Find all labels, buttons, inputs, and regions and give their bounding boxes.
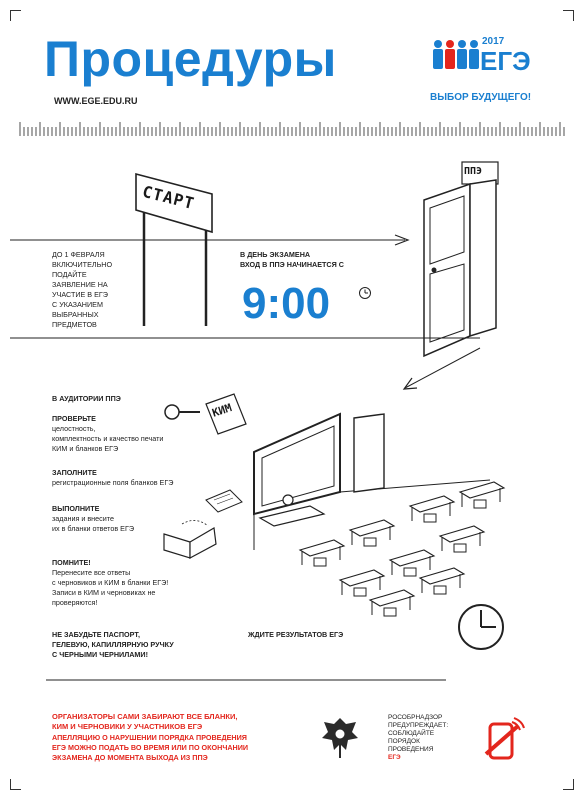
desk: [340, 570, 384, 586]
wall-clock-icon: [456, 602, 506, 652]
crop-mark-bottom-left: [10, 779, 21, 790]
fill-lines: [52, 478, 232, 488]
logo-year: 2017: [482, 36, 505, 47]
remember-lines: [52, 568, 252, 608]
fill-line: регистрационные поля бланков ЕГЭ: [52, 478, 174, 487]
appeal-line: ЭКЗАМЕНА ДО МОМЕНТА ВЫХОДА ИЗ ППЭ: [52, 753, 208, 762]
entry-time: 9:00: [242, 279, 331, 328]
chair: [434, 586, 446, 594]
entry-line: ВХОД В ППЭ НАЧИНАЕТСЯ С: [240, 260, 344, 269]
path-arrow-middle: [10, 336, 570, 396]
desk: [370, 590, 414, 606]
remember-line: проверяются!: [52, 598, 98, 607]
no-phone-icon: [482, 716, 524, 762]
appeal-text: [52, 733, 312, 763]
remember-line: Перенесите все ответы: [52, 568, 131, 577]
registration-line: ПОДАЙТЕ: [52, 270, 87, 279]
remember-line: с черновиков и КИМ в бланки ЕГЭ!: [52, 578, 169, 587]
book-icon: [162, 520, 218, 560]
remember-block: [52, 558, 252, 608]
rosobr-lines: [388, 714, 468, 754]
rosobr-line: ПРОВЕДЕНИЯ: [388, 746, 434, 753]
registration-line: ДО 1 ФЕВРАЛЯ: [52, 250, 105, 259]
desk: [410, 496, 454, 512]
chair: [354, 588, 366, 596]
rosobr-text: [388, 714, 468, 762]
appeal-line: АПЕЛЛЯЦИЮ О НАРУШЕНИИ ПОРЯДКА ПРОВЕДЕНИЯ: [52, 733, 247, 742]
auditorium-heading: В АУДИТОРИИ ППЭ: [52, 394, 121, 403]
logo-name: ЕГЭ: [480, 46, 531, 76]
rosobr-line: ПРЕДУПРЕЖДАЕТ:: [388, 722, 449, 729]
registration-line: ВЫБРАННЫХ: [52, 310, 99, 319]
path-arrow-top: [10, 232, 410, 252]
entry-line: В ДЕНЬ ЭКЗАМЕНА: [240, 250, 311, 259]
warning-line: ОРГАНИЗАТОРЫ САМИ ЗАБИРАЮТ ВСЕ БЛАНКИ,: [52, 712, 238, 721]
chair: [454, 544, 466, 552]
website-link[interactable]: WWW.EGE.EDU.RU: [54, 96, 138, 106]
registration-line: ПРЕДМЕТОВ: [52, 320, 97, 329]
logo-slogan: ВЫБОР БУДУЩЕГО!: [430, 92, 532, 103]
clock-icon: [358, 286, 372, 300]
chair: [474, 500, 486, 508]
start-sign-label: СТАРТ: [140, 181, 197, 214]
rosobr-last: ЕГЭ: [388, 754, 401, 761]
chair: [404, 568, 416, 576]
desk: [350, 520, 394, 536]
path-line-bottom: [46, 676, 446, 686]
remember-line: Записи в КИМ и черновиках не: [52, 588, 156, 597]
do-line: задания и внесите: [52, 514, 114, 523]
passport-line: С ЧЕРНЫМИ ЧЕРНИЛАМИ!: [52, 650, 148, 659]
check-line: целостность,: [52, 424, 96, 433]
rosobr-line: ПОРЯДОК: [388, 738, 420, 745]
check-heading: ПРОВЕРЬТЕ: [52, 414, 96, 423]
ppe-sign-label: ППЭ: [464, 166, 483, 177]
kim-label: КИМ: [210, 401, 234, 420]
chair: [314, 558, 326, 566]
appeal-line: ЕГЭ МОЖНО ПОДАТЬ ВО ВРЕМЯ ИЛИ ПО ОКОНЧАНИИ: [52, 743, 249, 752]
emblem-icon: [320, 714, 360, 760]
desk: [390, 550, 434, 566]
ruler-divider: [18, 122, 566, 136]
chair: [384, 608, 396, 616]
remember-heading: ПОМНИТЕ!: [52, 558, 91, 567]
ege-logo: [430, 36, 550, 106]
door-icon: [410, 160, 510, 360]
desk: [420, 568, 464, 584]
logo-figures-icon: [430, 38, 486, 74]
rosobr-line: РОСОБРНАДЗОР: [388, 714, 443, 721]
warning-line: КИМ И ЧЕРНОВИКИ У УЧАСТНИКОВ ЕГЭ: [52, 722, 203, 731]
results-text: ЖДИТЕ РЕЗУЛЬТАТОВ ЕГЭ: [248, 630, 344, 639]
do-line: их в бланки ответов ЕГЭ: [52, 524, 135, 533]
check-line: КИМ и бланков ЕГЭ: [52, 444, 119, 453]
do-heading: ВЫПОЛНИТЕ: [52, 504, 100, 513]
fill-heading: ЗАПОЛНИТЕ: [52, 468, 97, 477]
desk: [460, 482, 504, 498]
registration-text: [52, 250, 142, 330]
rosobr-line: СОБЛЮДАЙТЕ: [388, 730, 435, 737]
check-line: комплектность и качество печати: [52, 434, 164, 443]
fill-block: [52, 468, 232, 488]
crop-mark-bottom-right: [563, 779, 574, 790]
crop-mark-top-left: [10, 10, 21, 21]
registration-line: ВКЛЮЧИТЕЛЬНО: [52, 260, 113, 269]
page-title: Процедуры: [44, 31, 337, 87]
registration-line: С УКАЗАНИЕМ: [52, 300, 103, 309]
passport-line: ГЕЛЕВУЮ, КАПИЛЛЯРНУЮ РУЧКУ: [52, 640, 174, 649]
desk: [300, 540, 344, 556]
passport-line: НЕ ЗАБУДЬТЕ ПАСПОРТ,: [52, 630, 140, 639]
passport-text: [52, 630, 252, 660]
desk: [440, 526, 484, 542]
chair: [364, 538, 376, 546]
registration-line: ЗАЯВЛЕНИЕ НА: [52, 280, 108, 289]
check-lines: [52, 424, 222, 454]
registration-line: УЧАСТИЕ В ЕГЭ: [52, 290, 108, 299]
crop-mark-top-right: [563, 10, 574, 21]
chair: [424, 514, 436, 522]
check-block: [52, 414, 222, 454]
organizers-warning: [52, 712, 312, 732]
entry-text: [240, 250, 380, 270]
